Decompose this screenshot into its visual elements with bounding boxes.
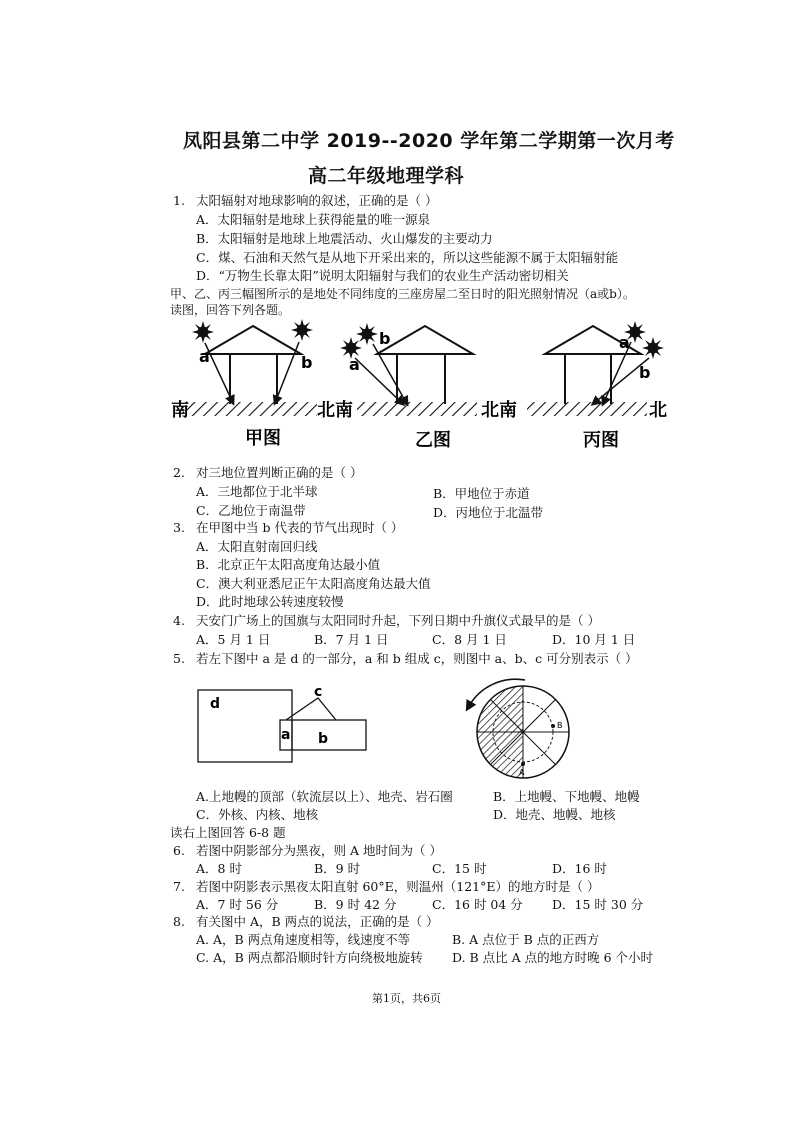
q6-stem: 若图中阴影部分为黑夜，则 A 地时间为（ ） bbox=[196, 843, 442, 858]
bracket-c bbox=[286, 698, 336, 720]
q8-option-a: A. A，B 两点角速度相等，线速度不等 bbox=[196, 932, 411, 947]
label-bing-b: b bbox=[639, 363, 651, 382]
q6-option-a: A．8 时 bbox=[196, 861, 242, 876]
exam-title: 凤阳县第二中学 2019--2020 学年第二学期第一次月考 bbox=[183, 130, 675, 152]
direction-north-south-1: 北南 bbox=[317, 400, 353, 421]
polar-view-diagram bbox=[455, 676, 590, 781]
ground-hatch-bing bbox=[527, 402, 647, 416]
label-yi-a: a bbox=[349, 355, 360, 374]
q5-option-a: A.上地幔的顶部（软流层以上）、地壳、岩石圈 bbox=[196, 789, 453, 804]
q7-stem: 若图中阴影表示黑夜太阳直射 60°E，则温州（121°E）的地方时是（ ） bbox=[196, 879, 600, 894]
sun-icon-bing-b bbox=[642, 337, 664, 359]
q2-stem: 对三地位置判断正确的是（ ） bbox=[196, 465, 363, 480]
q8-option-b: B. A 点位于 B 点的正西方 bbox=[452, 932, 600, 947]
q7-option-b: B．9 时 42 分 bbox=[314, 897, 397, 912]
q6-option-d: D．16 时 bbox=[552, 861, 607, 876]
q5-stem: 若左下图中 a 是 d 的一部分，a 和 b 组成 c，则图中 a、b、c 可分别表示（ ） bbox=[196, 651, 638, 666]
ground-hatch-jia bbox=[187, 402, 317, 416]
q6-option-c: C．15 时 bbox=[432, 861, 487, 876]
q2-option-d: D．丙地位于北温带 bbox=[433, 505, 544, 520]
q3-stem: 在甲图中当 b 代表的节气出现时（ ） bbox=[196, 520, 404, 535]
q6-option-b: B．9 时 bbox=[314, 861, 361, 876]
q4-number: 4. bbox=[173, 613, 185, 628]
direction-south: 南 bbox=[171, 400, 189, 421]
label-jia-a: a bbox=[199, 347, 210, 366]
caption-bing: 丙图 bbox=[583, 430, 619, 451]
label-B: B bbox=[557, 721, 563, 730]
q4-option-a: A．5 月 1 日 bbox=[196, 632, 271, 647]
caption-yi: 乙图 bbox=[415, 430, 451, 451]
q3-number: 3. bbox=[173, 520, 185, 535]
caption-jia: 甲图 bbox=[245, 428, 281, 449]
q7-option-d: D．15 时 30 分 bbox=[552, 897, 644, 912]
q4-option-d: D．10 月 1 日 bbox=[552, 632, 636, 647]
q5-option-d: D．地壳、地幔、地核 bbox=[493, 807, 616, 822]
intro-1-line-1: 甲、乙、丙三幅图所示的是地处不同纬度的三座房屋二至日时的阳光照射情况（a或b）。 bbox=[170, 287, 635, 301]
q5-number: 5. bbox=[173, 651, 185, 666]
label-d: d bbox=[210, 696, 221, 712]
q4-option-b: B．7 月 1 日 bbox=[314, 632, 389, 647]
direction-north: 北 bbox=[649, 400, 667, 421]
q7-number: 7. bbox=[173, 879, 185, 894]
q2-option-a: A．三地都位于北半球 bbox=[196, 484, 318, 499]
q3-option-c: C．澳大利亚悉尼正午太阳高度角达最大值 bbox=[196, 576, 431, 591]
boxes-diagram bbox=[196, 684, 371, 769]
label-A: A bbox=[519, 768, 525, 777]
label-jia-b: b bbox=[301, 353, 313, 372]
direction-north-south-2: 北南 bbox=[481, 400, 517, 421]
q6-number: 6. bbox=[173, 843, 185, 858]
label-c: c bbox=[314, 684, 323, 700]
q3-option-b: B．北京正午太阳高度角达最小值 bbox=[196, 557, 381, 572]
label-yi-b: b bbox=[379, 329, 391, 348]
q1-number: 1. bbox=[173, 193, 185, 208]
q7-option-c: C．16 时 04 分 bbox=[432, 897, 523, 912]
q8-option-c: C. A，B 两点都沿顺时针方向绕极地旋转 bbox=[196, 950, 423, 965]
intro-2: 读右上图回答 6-8 题 bbox=[170, 825, 286, 840]
house-jia bbox=[205, 326, 301, 404]
sun-icon-jia-a bbox=[192, 321, 214, 343]
ground-hatch-yi bbox=[357, 402, 477, 416]
q8-option-d: D. B 点比 A 点的地方时晚 6 个小时 bbox=[452, 950, 654, 965]
houses-sunlight-figure bbox=[165, 318, 670, 453]
q3-option-a: A．太阳直射南回归线 bbox=[196, 539, 318, 554]
q2-option-c: C．乙地位于南温带 bbox=[196, 503, 306, 518]
q8-number: 8. bbox=[173, 914, 185, 929]
exam-subtitle: 高二年级地理学科 bbox=[308, 165, 465, 187]
sun-icon-jia-b bbox=[291, 319, 313, 341]
label-b: b bbox=[318, 731, 329, 747]
q8-stem: 有关图中 A，B 两点的说法，正确的是（ ） bbox=[196, 914, 439, 929]
q2-option-b: B．甲地位于赤道 bbox=[433, 486, 530, 501]
intro-1-line-2: 读图，回答下列各题。 bbox=[170, 303, 291, 317]
q1-option-d: D．“万物生长靠太阳”说明太阳辐射与我们的农业生产活动密切相关 bbox=[196, 268, 569, 283]
q1-option-b: B．太阳辐射是地球上地震活动、火山爆发的主要动力 bbox=[196, 231, 493, 246]
q3-option-d: D．此时地球公转速度较慢 bbox=[196, 594, 344, 609]
q5-option-b: B．上地幔、下地幔、地幔 bbox=[493, 789, 640, 804]
label-a: a bbox=[281, 727, 291, 743]
page-footer: 第1页，共6页 bbox=[372, 992, 441, 1005]
q7-option-a: A．7 时 56 分 bbox=[196, 897, 279, 912]
label-bing-a: a bbox=[619, 333, 630, 352]
q5-option-c: C．外核、内核、地核 bbox=[196, 807, 319, 822]
q4-option-c: C．8 月 1 日 bbox=[432, 632, 507, 647]
q1-stem: 太阳辐射对地球影响的叙述，正确的是（ ） bbox=[196, 193, 438, 208]
sun-icon-yi-b bbox=[356, 323, 378, 345]
q2-number: 2. bbox=[173, 465, 185, 480]
q1-option-c: C．煤、石油和天然气是从地下开采出来的，所以这些能源不属于太阳辐射能 bbox=[196, 250, 619, 265]
q1-option-a: A．太阳辐射是地球上获得能量的唯一源泉 bbox=[196, 212, 431, 227]
q4-stem: 天安门广场上的国旗与太阳同时升起，下列日期中升旗仪式最早的是（ ） bbox=[196, 613, 600, 628]
ray-yi-a bbox=[355, 358, 403, 404]
